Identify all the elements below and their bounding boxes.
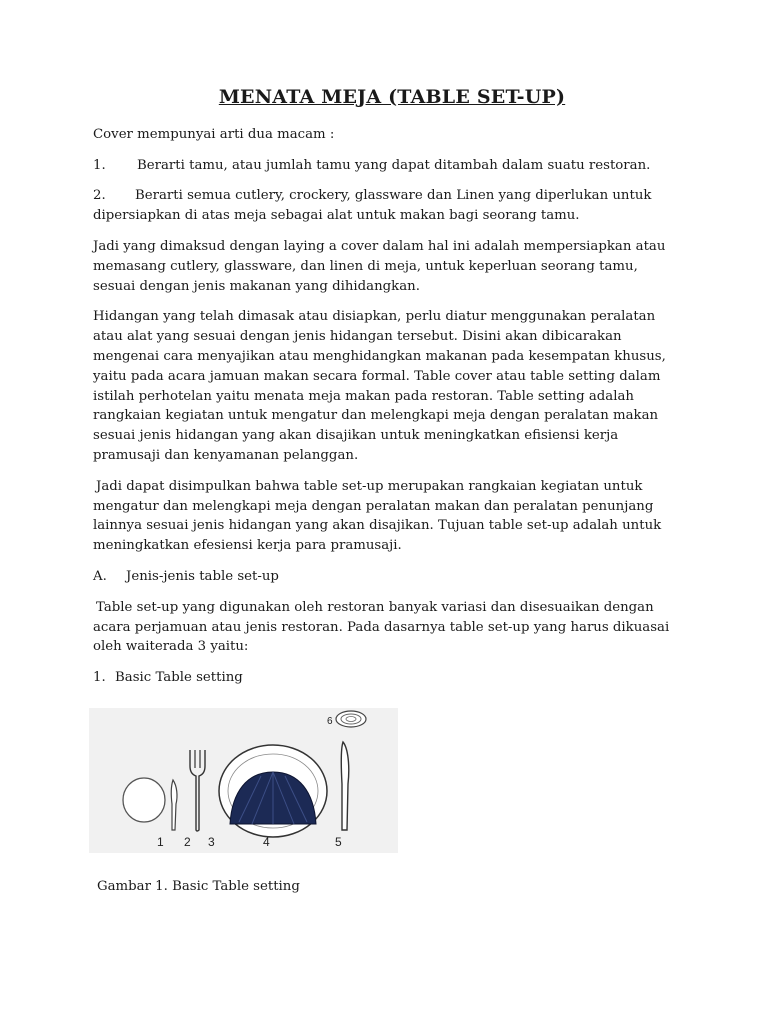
section-text: Jenis-jenis table set-up (126, 568, 279, 584)
list-text: Berarti tamu, atau jumlah tamu yang dapat ditambah dalam suatu restoran. (137, 157, 651, 173)
list-text-line1: Berarti semua cutlery, crockery, glassware dan Linen yang diperlukan untuk (135, 188, 652, 204)
figure-label-1: 1 (157, 835, 164, 849)
section-heading-a (93, 567, 683, 587)
list-number: 1. (93, 157, 106, 173)
figure-label-2: 2 (184, 835, 191, 849)
figure-caption: Gambar 1. Basic Table setting (97, 879, 300, 894)
section-number: A. (93, 568, 107, 584)
list-item-basic (93, 668, 683, 688)
page-title: MENATA MEJA (TABLE SET-UP) (218, 86, 566, 108)
figure-label-5: 5 (335, 835, 342, 849)
list-item-1 (93, 156, 683, 176)
figure-label-4: 4 (263, 835, 270, 849)
figure-label-6: 6 (327, 716, 333, 727)
table-setting-illustration (89, 708, 398, 853)
bread-plate-icon (123, 778, 165, 822)
intro-text: Cover mempunyai arti dua macam : (93, 126, 335, 142)
butter-knife-icon (171, 780, 177, 830)
list-number: 1. (93, 670, 106, 686)
paragraph-variasi: Table set-up yang digunakan oleh restoran banyak variasi dan disesuaikan dengan acara perjamuan atau jenis restoran. Pada dasarnya table set-up yang harus dikuasai oleh waiterada 3 yaitu: (93, 599, 670, 655)
list-item-2 (93, 186, 683, 226)
list-text-line2: dipersiapkan di atas meja sebagai alat untuk makan bagi seorang tamu. (93, 208, 580, 224)
paragraph-laying-cover: Jadi yang dimaksud dengan laying a cover dalam hal ini adalah mempersiapkan atau memasang cutlery, glassware, dan linen di meja, untuk keperluan seorang tamu, sesuai dengan jenis makanan yang dihidangkan. (93, 238, 666, 294)
list-text: Basic Table setting (115, 670, 243, 686)
paragraph-hidangan: Hidangan yang telah dimasak atau disiapkan, perlu diatur menggunakan peralatan atau alat yang sesuai dengan jenis hidangan tersebut. Disini akan dibicarakan mengenai cara menyajikan atau menghidangkan makanan pada kesempatan khusus, yaitu pada acara jamuan makan secara formal. Table cover atau table setting dalam istilah perhotelan yaitu menata meja makan pada restoran. Table setting adalah rangkaian kegiatan untuk mengatur dan melengkapi meja dengan peralatan makan sesuai jenis hidangan yang akan disajikan untuk meningkatkan efisiensi kerja pramusaji dan kenyamanan pelanggan. (93, 309, 666, 463)
paragraph-kesimpulan: Jadi dapat disimpulkan bahwa table set-up merupakan rangkaian kegiatan untuk mengatur dan melengkapi meja dengan peralatan makan dan peralatan penunjang lainnya sesuai jenis hidangan yang akan disajikan. Tujuan table set-up adalah untuk meningkatkan efesiensi kerja para pramusaji. (93, 478, 662, 554)
fork-icon (190, 750, 205, 831)
document-body (93, 88, 683, 699)
list-number: 2. (93, 188, 106, 204)
wine-glass-icon (336, 711, 366, 727)
dinner-knife-icon (341, 742, 348, 830)
figure-label-3: 3 (208, 835, 215, 849)
basic-table-setting-figure (89, 708, 398, 853)
